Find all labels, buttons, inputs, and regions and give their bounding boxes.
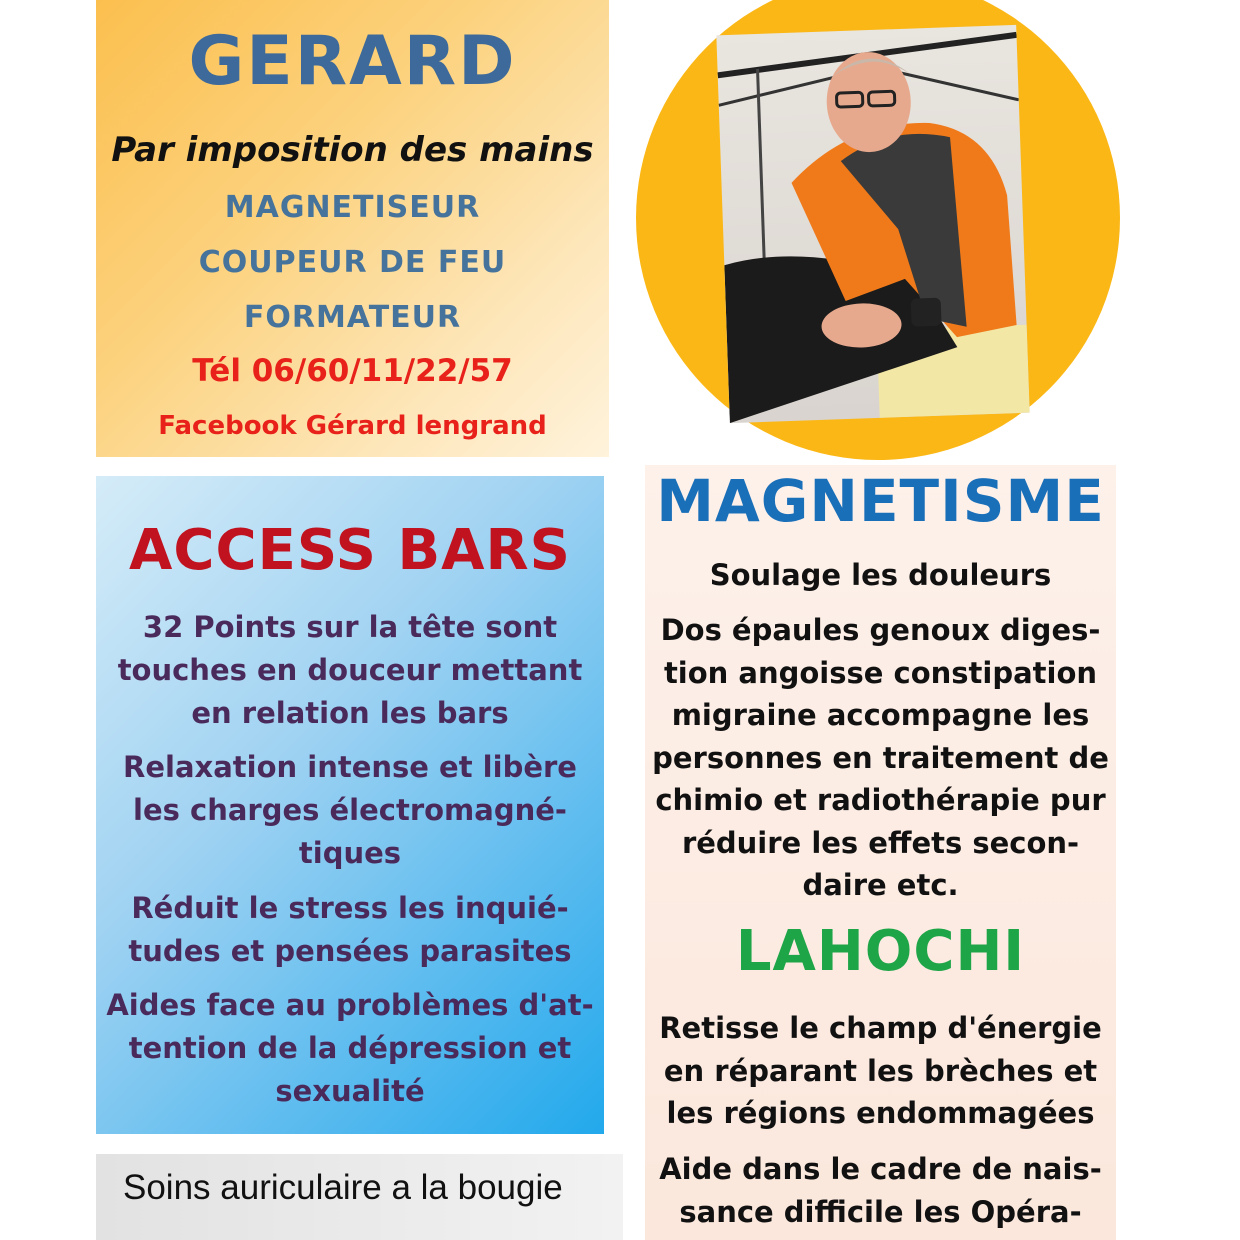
gerard-card	[96, 0, 609, 457]
text-line: les régions endommagées	[666, 1096, 1095, 1130]
text-line: tion angoisse constipation	[663, 655, 1098, 690]
text-line: sexualité	[275, 1074, 425, 1108]
text-line: en relation les bars	[191, 696, 509, 730]
access-paragraph-3	[96, 887, 604, 973]
access-paragraph-1	[96, 606, 604, 735]
text-line: Réduit le stress les inquié-	[131, 891, 569, 925]
soins-label: Soins auriculaire a la bougie	[123, 1168, 563, 1207]
text-line: chimio et radiothérapie pur	[655, 783, 1106, 817]
text-line: réduire les effets secon-	[681, 825, 1080, 860]
text-line: touches en douceur mettant	[117, 653, 583, 687]
text-line: Aide dans le cadre de nais-	[659, 1152, 1102, 1186]
access-bars-title: ACCESS BARS	[129, 518, 571, 583]
soins-card	[96, 1154, 623, 1240]
access-paragraph-2	[96, 746, 604, 875]
access-bars-card	[96, 476, 604, 1134]
text-line: les charges électromagné-	[133, 793, 567, 827]
phone-number[interactable]: Tél 06/60/11/22/57	[192, 353, 513, 389]
magnetisme-paragraph-1	[645, 554, 1116, 597]
text-line: tudes et pensées parasites	[128, 934, 572, 968]
magnetisme-card	[645, 465, 1116, 1240]
role-magnetiseur: MAGNETISEUR	[224, 190, 481, 225]
lahochi-paragraph-2	[645, 1148, 1116, 1233]
gerard-tagline: Par imposition des mains	[111, 130, 594, 170]
text-line: Relaxation intense et libère	[123, 750, 577, 784]
magnetisme-title: MAGNETISME	[656, 467, 1105, 535]
text-line: Aides face au problèmes d'at-	[106, 988, 594, 1022]
text-line: Retisse le champ d'énergie	[659, 1011, 1102, 1045]
text-line: sance difficile les Opéra-	[679, 1194, 1082, 1229]
lahochi-paragraph-1	[645, 1007, 1116, 1135]
text-line: daire etc.	[802, 868, 959, 902]
facebook-link[interactable]: Facebook Gérard lengrand	[158, 411, 547, 441]
text-line: tiques	[298, 836, 402, 870]
text-line: Dos épaules genoux diges-	[660, 613, 1101, 647]
text-line: tention de la dépression et	[128, 1031, 572, 1065]
magnetisme-paragraph-2	[645, 609, 1116, 907]
role-formateur: FORMATEUR	[243, 300, 462, 335]
access-paragraph-4	[96, 984, 604, 1113]
text-line: personnes en traitement de	[652, 740, 1109, 775]
role-coupeur-de-feu: COUPEUR DE FEU	[198, 245, 507, 280]
lahochi-title: LAHOCHI	[735, 919, 1026, 984]
text-line: Soulage les douleurs	[709, 558, 1052, 592]
text-line: en réparant les brèches et	[663, 1053, 1098, 1088]
text-line: migraine accompagne les	[671, 698, 1090, 732]
text-line: 32 Points sur la tête sont	[142, 610, 558, 644]
portrait-photo	[716, 25, 1029, 423]
gerard-name: GERARD	[188, 22, 517, 101]
healer-photo-illustration	[716, 25, 1029, 423]
